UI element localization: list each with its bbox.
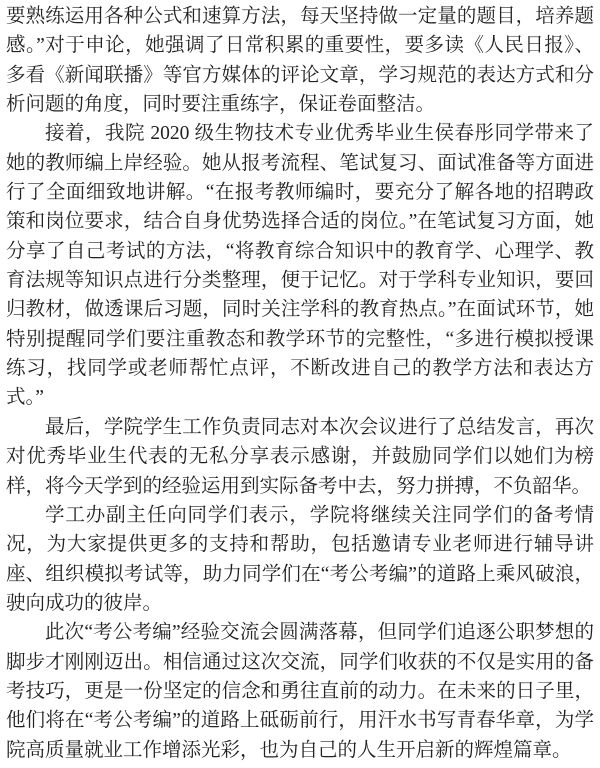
paragraph: 学工办副主任向同学们表示，学院将继续关注同学们的备考情况，为大家提供更多的支持和帮助，包括邀请专业老师进行辅导讲座、组织模拟考试等，助力同学们在“考公考编”的道路上乘风破浪，驶向成功的彼岸。 <box>6 504 594 614</box>
paragraph: 此次“考公考编”经验交流会圆满落幕，但同学们追逐公职梦想的脚步才刚刚迈出。相信通过这次交流，同学们收获的不仅是实用的备考技巧，更是一份坚定的信念和勇往直前的动力。在未来的日子里，他们将在“考公考编”的道路上砥砺前行，用汗水书写青春华章，为学院高质量就业工作增添光彩，也为自己的人生开启新的辉煌篇章。 <box>6 622 594 761</box>
paragraph: 接着，我院 2020 级生物技术专业优秀毕业生侯春彤同学带来了她的教师编上岸经验。她从报考流程、笔试复习、面试准备等方面进行了全面细致地讲解。“在报考教师编时，要充分了解各地的招聘政策和岗位要求，结合自身优势选择合适的岗位。”在笔试复习方面，她分享了自己考试的方法，“将教育综合知识中的教育学、心理学、教育法规等知识点进行分类整理，便于记忆。对于学科专业知识，要回归教材，做透课后习题，同时关注学科的教育热点。”在面试环节，她特别提醒同学们要注重教态和教学环节的完整性，“多进行模拟授课练习，找同学或老师帮忙点评，不断改进自己的教学方法和表达方式。” <box>6 123 594 409</box>
paragraph-continuation: 要熟练运用各种公式和速算方法，每天坚持做一定量的题目，培养题感。”对于申论，她强调了日常积累的重要性，要多读《人民日报》、多看《新闻联播》等官方媒体的评论文章，学习规范的表达方式和分析问题的角度，同时要注重练字，保证卷面整洁。 <box>6 6 594 116</box>
paragraph: 最后，学院学生工作负责同志对本次会议进行了总结发言，再次对优秀毕业生代表的无私分享表示感谢，并鼓励同学们以她们为榜样，将今天学到的经验运用到实际备考中去，努力拼搏，不负韶华。 <box>6 416 594 497</box>
